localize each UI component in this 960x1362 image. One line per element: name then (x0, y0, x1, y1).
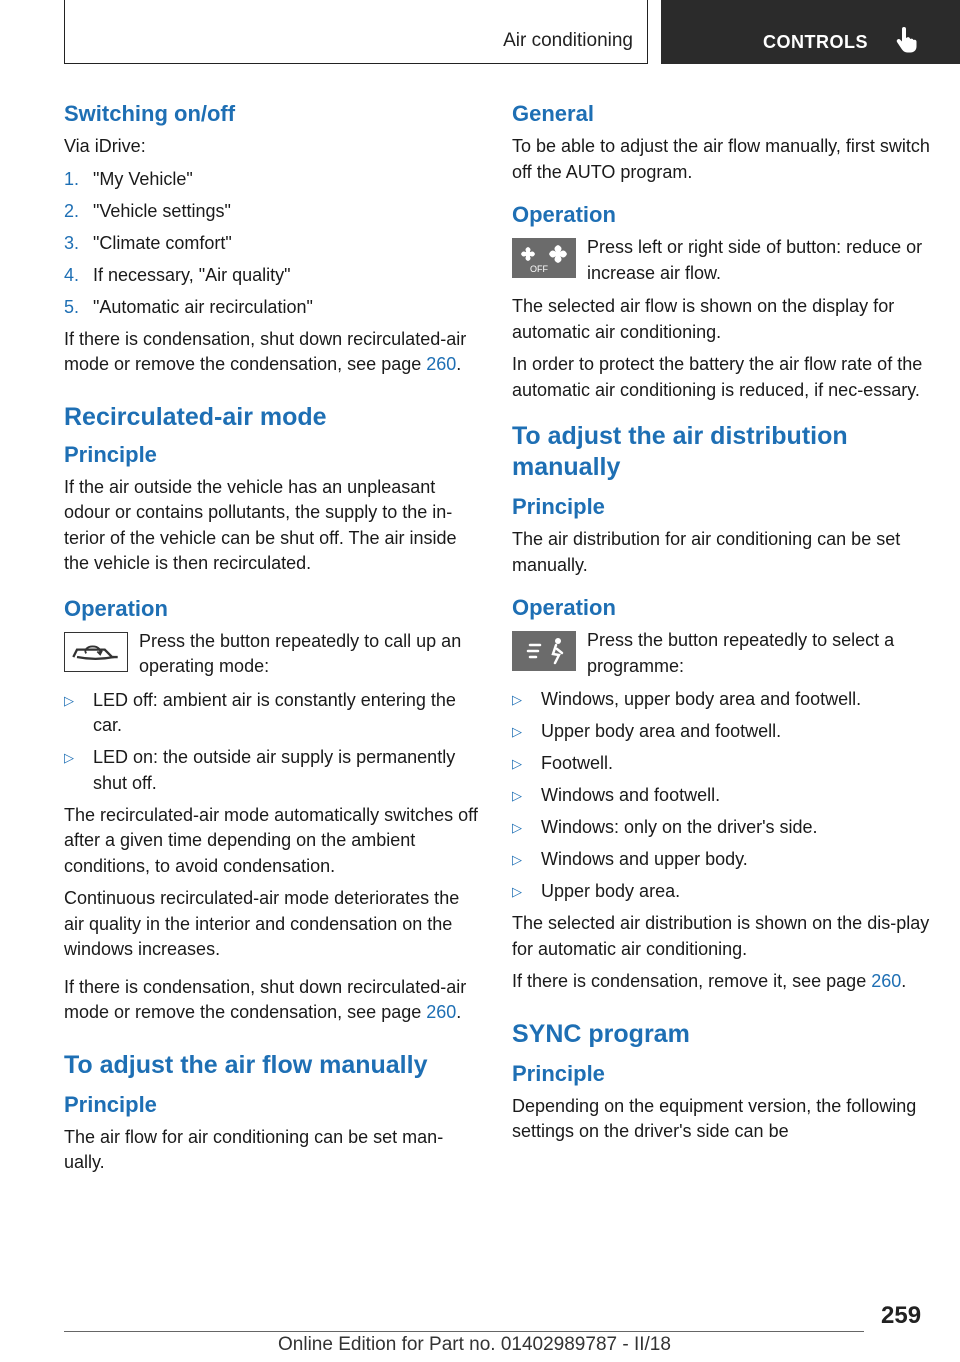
led-bullets (64, 688, 482, 797)
svg-text:OFF: OFF (530, 264, 548, 274)
via-idrive-text: Via iDrive: (64, 136, 146, 156)
footer-divider (64, 1331, 864, 1332)
page-link[interactable]: 260 (426, 354, 457, 374)
list-item: 5. "Automatic air recirculation" (64, 296, 313, 317)
idrive-steps-list (64, 167, 482, 321)
list-item: ▷ Footwell. (512, 753, 614, 773)
page-link[interactable]: 260 (871, 971, 902, 991)
general-heading: General (512, 101, 594, 126)
sync-principle-heading: Principle (512, 1060, 605, 1086)
hand-pointer-icon (893, 26, 921, 54)
right-column (512, 100, 930, 1152)
list-item: ▷ Windows, upper body area and footwell. (512, 689, 862, 709)
principle-heading: Principle (64, 441, 157, 467)
distribution-heading: To adjust the air distribution manually (512, 422, 848, 481)
principle-heading: Principle (512, 494, 605, 519)
continuous-text: Continuous recirculated-air mode deteriorates the air quality in the interior and condensation on the windows increases. (64, 888, 460, 959)
list-item: ▷ Windows: only on the driver's side. (512, 817, 818, 837)
operation-row (64, 629, 482, 680)
sync-text: Depending on the equipment version, the following settings on the driver's side can be (512, 1095, 917, 1141)
chapter-tab[interactable] (661, 0, 960, 64)
operation-row (512, 235, 930, 286)
list-item: ▷ Windows and upper body. (512, 849, 748, 869)
section-title: Air conditioning (503, 30, 633, 51)
switching-heading: Switching on/off (64, 101, 236, 126)
operation-text: Press the button repeatedly to select a programme: (587, 630, 895, 676)
air-distribution-button-icon (512, 631, 576, 671)
airflow-heading: To adjust the air flow manually (64, 1050, 428, 1079)
list-item: ▷ Windows and footwell. (512, 785, 721, 805)
list-item: 3. "Climate comfort" (64, 232, 232, 253)
selected-text: The selected air distribution is shown on the dis-play for automatic air conditioning. (512, 913, 930, 959)
general-text: To be able to adjust the air flow manually, first switch off the AUTO program. (512, 136, 930, 182)
list-item: 4. If necessary, "Air quality" (64, 264, 291, 285)
operation-row (512, 628, 930, 679)
list-item: ▷ LED off: ambient air is constantly entering the car. (64, 689, 456, 735)
battery-text: In order to protect the battery the air flow rate of the automatic air conditioning is reduced, if nec-essary. (512, 354, 923, 400)
operation-heading: Operation (64, 595, 168, 621)
operation-heading: Operation (512, 202, 616, 227)
distribution-bullets (512, 687, 930, 905)
condensation-note-2: If there is condensation, shut down recirculated-air mode or remove the condensation, see page 260. (64, 976, 467, 1022)
list-item: 2. "Vehicle settings" (64, 200, 231, 221)
recirculation-button-icon (64, 632, 128, 672)
operation-text: Press left or right side of button: reduce or increase air flow. (587, 237, 923, 283)
page-number: 259 (881, 1302, 922, 1329)
principle-text: If the air outside the vehicle has an unpleasant odour or contains pollutants, the supply to the in-terior of the vehicle can be shut off. The air inside the vehicle is then recirculated. (64, 476, 457, 573)
edition-text: Online Edition for Part no. 01402989787 - II/18 (278, 1334, 671, 1355)
page-link[interactable]: 260 (426, 1002, 457, 1022)
principle-text: The air distribution for air conditioning can be set manually. (512, 529, 901, 575)
airflow-principle-heading: Principle (64, 1091, 157, 1117)
condensation-note-1: If there is condensation, shut down recirculated-air mode or remove the condensation, see page 260. (64, 328, 467, 374)
left-column (64, 100, 482, 1183)
list-item: ▷ Upper body area and footwell. (512, 721, 782, 741)
operation-text: Press the button repeatedly to call up an operating mode: (139, 630, 462, 676)
airflow-principle-text: The air flow for air conditioning can be set man-ually. (64, 1126, 444, 1172)
sync-heading: SYNC program (512, 1019, 690, 1048)
chapter-title: CONTROLS (763, 32, 868, 52)
list-item: ▷ Upper body area. (512, 881, 681, 901)
list-item: 1. "My Vehicle" (64, 168, 193, 189)
recirc-heading: Recirculated-air mode (64, 402, 327, 431)
condensation-note: If there is condensation, remove it, see page 260. (512, 971, 907, 991)
operation-heading: Operation (512, 595, 616, 620)
display-text: The selected air flow is shown on the display for automatic air conditioning. (512, 296, 895, 342)
list-item: ▷ LED on: the outside air supply is permanently shut off. (64, 747, 456, 793)
auto-switch-text: The recirculated-air mode automatically switches off after a given time depending on the ambient conditions, to avoid condensation. (64, 804, 478, 876)
fan-button-icon (512, 238, 576, 278)
header-section-box (64, 0, 648, 64)
